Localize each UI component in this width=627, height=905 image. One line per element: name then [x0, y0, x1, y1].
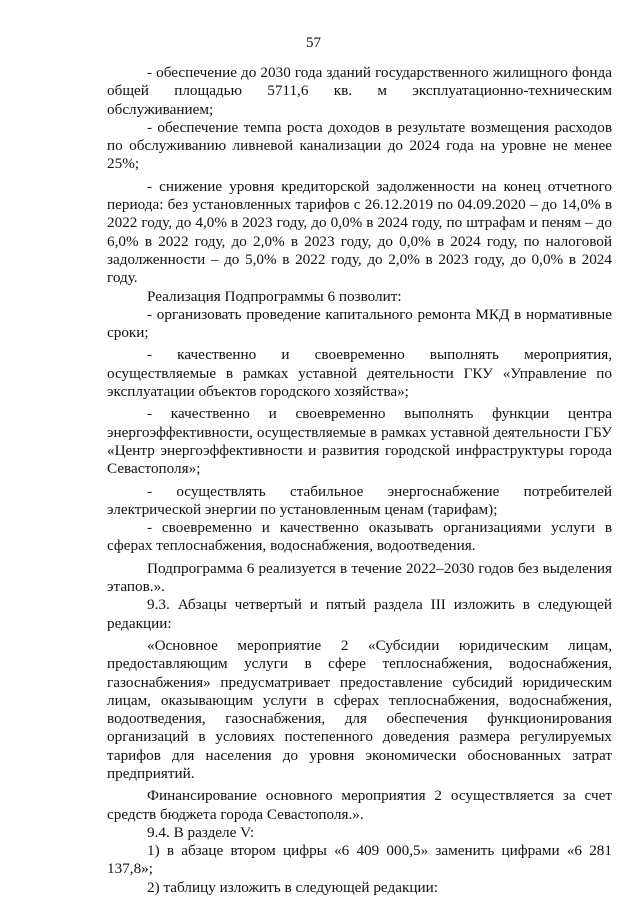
paragraph: - обеспечение темпа роста доходов в результате возмещения расходов по обслуживанию ливневой канализации до 2024 года на уровне не менее 25%; — [107, 118, 612, 173]
paragraph: 2) таблицу изложить в следующей редакции: — [147, 878, 438, 896]
paragraph: Подпрограмма 6 реализуется в течение 2022–2030 годов без выделения этапов.». — [107, 559, 612, 596]
paragraph: - качественно и своевременно выполнять мероприятия, осуществляемые в рамках уставной деятельности ГКУ «Управление по эксплуатации объектов городского хозяйства»; — [107, 346, 612, 401]
page-number: 57 — [306, 35, 321, 51]
paragraph: - своевременно и качественно оказывать организациями услуги в сферах теплоснабжения, водоснабжения, водоотведения. — [107, 519, 612, 555]
document-body — [107, 64, 612, 897]
paragraph: Реализация Подпрограммы 6 позволит: — [147, 287, 402, 305]
paragraph: - снижение уровня кредиторской задолженности на конец отчетного периода: без установленных тарифов с 26.12.2019 по 04.09.2020 – до 14,0% в 2022 году, до 4,0% в 2023 году, до 0,0% в 2024 году, по штрафам и пеням – до 6,0% в 2022 году, до 2,0% в 2023 году, до 0,0% в 2024 году, по налоговой задолженности – до 5,0% в 2022 году, до 2,0% в 2023 году, до 0,0% в 2024 году. — [107, 177, 612, 287]
paragraph: 9.4. В разделе V: — [147, 823, 255, 841]
paragraph: Финансирование основного мероприятия 2 осуществляется за счет средств бюджета города Севастополя.». — [107, 787, 612, 823]
paragraph: 1) в абзаце втором цифры «6 409 000,5» заменить цифрами «6 281 137,8»; — [107, 842, 612, 878]
paragraph: - организовать проведение капитального ремонта МКД в нормативные сроки; — [107, 305, 612, 342]
paragraph: - осуществлять стабильное энергоснабжение потребителей электрической энергии по установленным ценам (тарифам); — [107, 482, 612, 518]
paragraph: «Основное мероприятие 2 «Субсидии юридическим лицам, предоставляющим услуги в сфере теплоснабжения, водоснабжения, газоснабжения» предусматривает предоставление субсидий юридическим лицам, оказывающим услуги в сферах теплоснабжения, водоснабжения, водоотведения, газоснабжения, для обеспечения функционирования организаций в условиях постепенного доведения размера регулируемых тарифов для населения до уровня экономически обоснованных затрат предприятий. — [107, 636, 612, 782]
paragraph: - качественно и своевременно выполнять функции центра энергоэффективности, осуществляемые в рамках уставной деятельности ГБУ «Центр энергоэффективности и развития городской инфраструктуры города Севастополя»; — [107, 405, 612, 478]
paragraph: - обеспечение до 2030 года зданий государственного жилищного фонда общей площадью 5711,6 кв. м эксплуатационно-техническим обслуживанием; — [107, 64, 612, 118]
paragraph: 9.3. Абзацы четвертый и пятый раздела III изложить в следующей редакции: — [107, 596, 612, 632]
